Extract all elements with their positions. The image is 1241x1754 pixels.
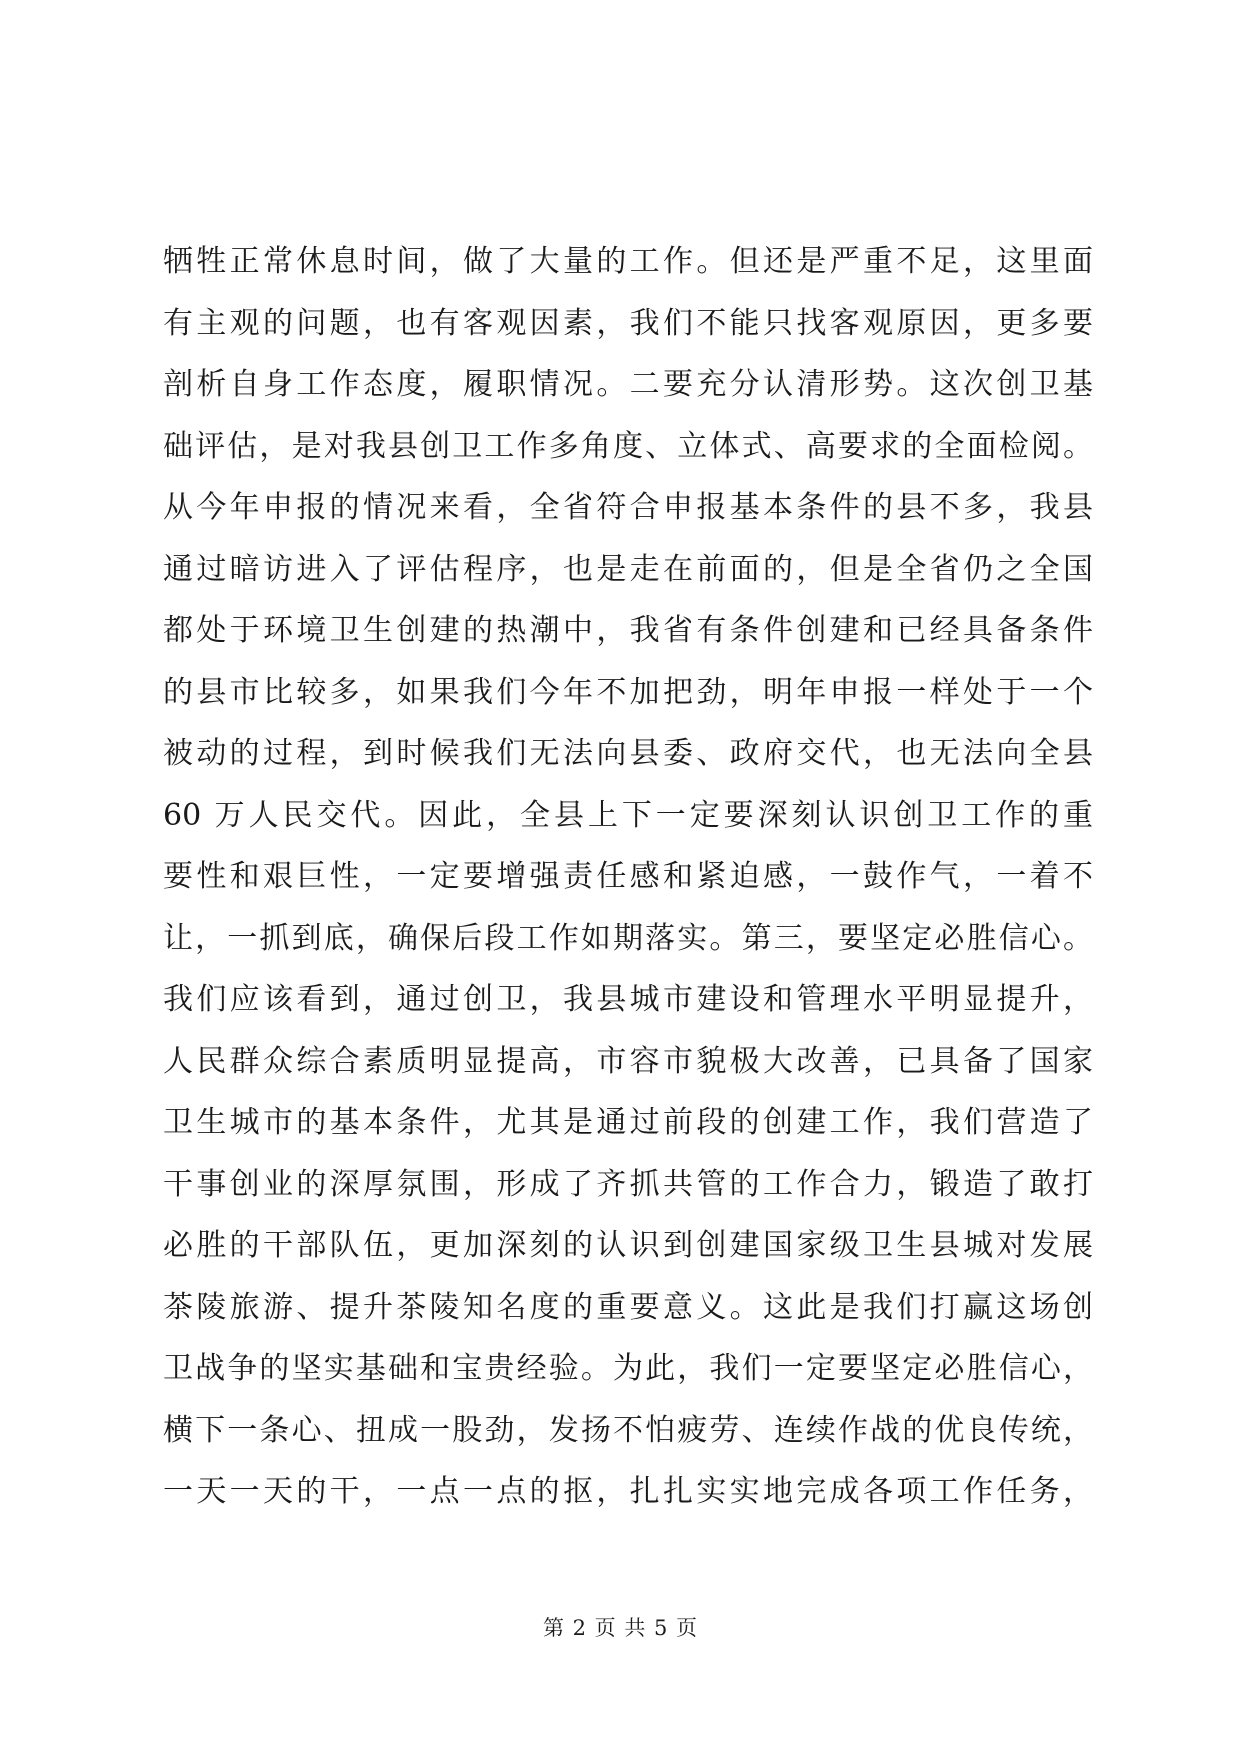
text-line: 卫战争的坚实基础和宝贵经验。为此，我们一定要坚定必胜信心， [163, 1351, 1093, 1386]
text-line: 卫生城市的基本条件，尤其是通过前段的创建工作，我们营造了 [163, 1105, 1093, 1140]
text-line: 通过暗访进入了评估程序，也是走在前面的，但是全省仍之全国 [163, 551, 1093, 587]
text-line: 的县市比较多，如果我们今年不加把劲，明年申报一样处于一个 [163, 674, 1093, 710]
text-line: 人民群众综合素质明显提高，市容市貌极大改善，已具备了国家 [163, 1043, 1093, 1079]
text-line: 要性和艰巨性，一定要增强责任感和紧迫感，一鼓作气，一着不 [163, 859, 1093, 894]
text-line: 60 万人民交代。因此，全县上下一定要深刻认识创卫工作的重 [163, 797, 1093, 833]
text-line: 牺牲正常休息时间，做了大量的工作。但还是严重不足，这里面 [163, 244, 1093, 279]
text-line: 让，一抓到底，确保后段工作如期落实。第三，要坚定必胜信心。 [163, 920, 1093, 956]
text-line: 础评估，是对我县创卫工作多角度、立体式、高要求的全面检阅。 [163, 428, 1093, 464]
text-line: 必胜的干部队伍，更加深刻的认识到创建国家级卫生县城对发展 [163, 1228, 1093, 1263]
page-number-footer: 第 2 页 共 5 页 [542, 1616, 699, 1640]
text-line: 干事创业的深厚氛围，形成了齐抓共管的工作合力，锻造了敢打 [163, 1166, 1093, 1202]
text-line: 有主观的问题，也有客观因素，我们不能只找客观原因，更多要 [163, 305, 1093, 341]
text-line: 都处于环境卫生创建的热潮中，我省有条件创建和已经具备条件 [163, 613, 1093, 648]
text-line: 一天一天的干，一点一点的抠，扎扎实实地完成各项工作任务， [163, 1474, 1093, 1509]
text-line: 我们应该看到，通过创卫，我县城市建设和管理水平明显提升， [163, 982, 1093, 1017]
text-line: 茶陵旅游、提升茶陵知名度的重要意义。这此是我们打赢这场创 [163, 1289, 1093, 1325]
text-line: 剖析自身工作态度，履职情况。二要充分认清形势。这次创卫基 [163, 367, 1093, 402]
text-line: 横下一条心、扭成一股劲，发扬不怕疲劳、连续作战的优良传统， [163, 1412, 1093, 1448]
body-text [163, 231, 1093, 1523]
text-line: 从今年申报的情况来看，全省符合申报基本条件的县不多，我县 [163, 490, 1093, 525]
text-line: 被动的过程，到时候我们无法向县委、政府交代，也无法向全县 [163, 736, 1093, 771]
